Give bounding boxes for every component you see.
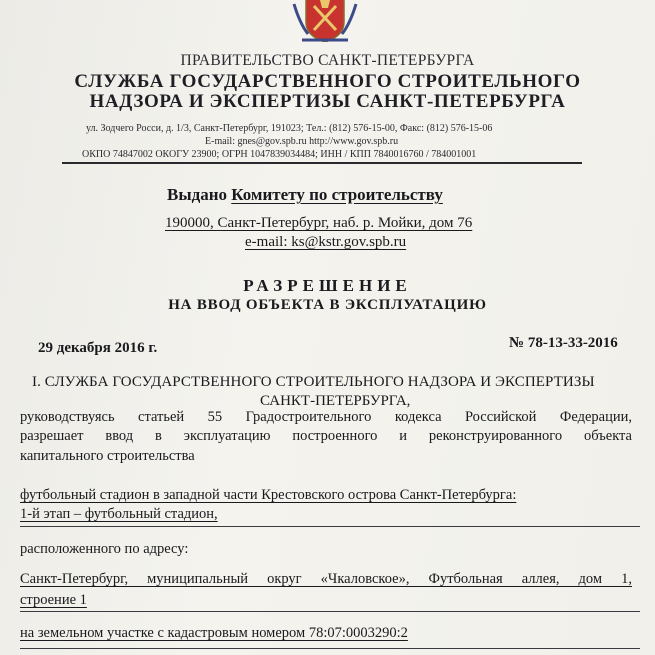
body-line-1: руководствуясь статьей 55 Градостроительного кодекса Российской Федерации, xyxy=(20,409,632,425)
coat-of-arms-emblem xyxy=(288,0,362,42)
section1-heading-cont: САНКТ-ПЕТЕРБУРГА, xyxy=(260,393,411,409)
issued-prefix: Выдано xyxy=(167,185,228,204)
issued-to xyxy=(167,185,443,205)
document-title: РАЗРЕШЕНИЕ xyxy=(243,276,412,295)
header-contacts: E-mail: gnes@gov.spb.ru http://www.gov.spb.ru xyxy=(205,136,399,147)
object-name-line1: футбольный стадион в западной части Крестовского острова Санкт-Петербурга: xyxy=(20,487,517,503)
cadastral-underline xyxy=(20,648,640,649)
header-codes: ОКПО 74847002 ОКОГУ 23900; ОГРН 1047839034484; ИНН / КПП 7840016760 / 784001001 xyxy=(82,149,477,160)
section1-heading: I. СЛУЖБА ГОСУДАРСТВЕННОГО СТРОИТЕЛЬНОГО НАДЗОРА И ЭКСПЕРТИЗЫ xyxy=(32,374,595,390)
permit-number: № 78-13-33-2016 xyxy=(509,335,618,351)
object-address-line1: Санкт-Петербург, муниципальный округ «Чкаловское», Футбольная аллея, дом 1, xyxy=(20,571,632,587)
recipient-email: e-mail: ks@kstr.gov.spb.ru xyxy=(245,234,407,250)
object-underline xyxy=(20,526,640,527)
location-label: расположенного по адресу: xyxy=(20,541,189,557)
header-divider xyxy=(62,162,582,164)
document-subtitle: НА ВВОД ОБЪЕКТА В ЭКСПЛУАТАЦИЮ xyxy=(168,297,487,313)
object-name-line2: 1-й этап – футбольный стадион, xyxy=(20,506,218,522)
cadastral-number: на земельном участке с кадастровым номером 78:07:0003290:2 xyxy=(20,625,408,641)
object-address-line2: строение 1 xyxy=(20,592,87,608)
header-address: ул. Зодчего Росси, д. 1/3, Санкт-Петербург, 191023; Тел.: (812) 576-15-00, Факс: (812) 576-15-06 xyxy=(86,123,493,134)
issue-date: 29 декабря 2016 г. xyxy=(38,340,158,356)
body-line-3: капитального строительства xyxy=(20,448,195,464)
recipient-address: 190000, Санкт-Петербург, наб. р. Мойки, дом 76 xyxy=(165,215,473,231)
service-title-line2: НАДЗОРА И ЭКСПЕРТИЗЫ САНКТ-ПЕТЕРБУРГА xyxy=(89,91,566,112)
government-title: ПРАВИТЕЛЬСТВО САНКТ-ПЕТЕРБУРГА xyxy=(180,52,475,69)
service-title-line1: СЛУЖБА ГОСУДАРСТВЕННОГО СТРОИТЕЛЬНОГО xyxy=(74,71,581,92)
address-underline xyxy=(20,611,640,612)
issued-recipient: Комитету по строительству xyxy=(231,185,443,204)
body-line-2: разрешает ввод в эксплуатацию построенного и реконструированного объекта xyxy=(20,428,632,444)
